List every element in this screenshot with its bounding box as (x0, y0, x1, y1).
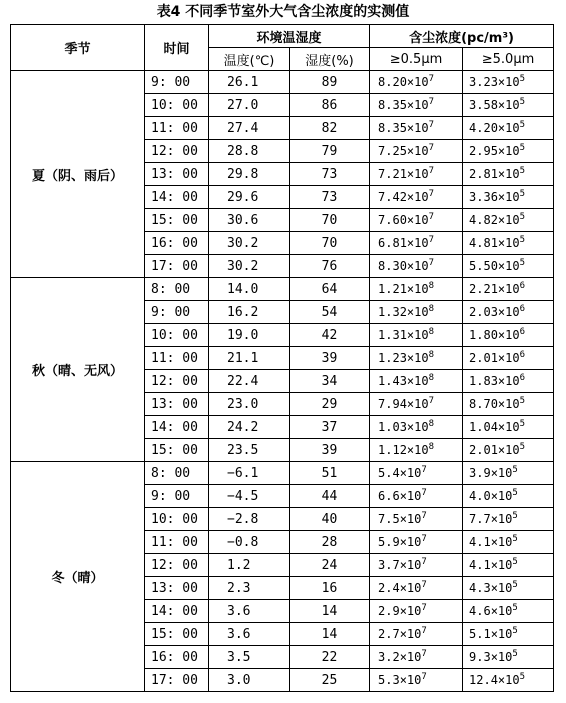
concentration-05um-cell (370, 255, 463, 278)
concentration-50um-cell (463, 577, 554, 600)
humidity-cell: 89 (290, 71, 370, 94)
time-cell: 16: 00 (145, 646, 209, 669)
exponent: 7 (421, 580, 427, 590)
time-cell: 11: 00 (145, 347, 209, 370)
time-cell: 15: 00 (145, 623, 209, 646)
concentration-05um-cell (370, 577, 463, 600)
exponent: 7 (421, 511, 427, 521)
concentration-50um-cell (463, 439, 554, 462)
exponent: 8 (428, 350, 435, 360)
humidity-cell: 34 (290, 370, 370, 393)
temperature-cell: 3.5 (209, 646, 290, 669)
concentration-05um-cell (370, 508, 463, 531)
humidity-cell: 28 (290, 531, 370, 554)
temperature-cell: 22.4 (209, 370, 290, 393)
temperature-cell: −0.8 (209, 531, 290, 554)
concentration-50um-cell (463, 278, 554, 301)
concentration-05um-cell (370, 232, 463, 255)
exponent: 5 (512, 603, 518, 613)
concentration-50um-cell (463, 531, 554, 554)
mantissa: 7.42×10 (378, 190, 429, 204)
concentration-05um-cell (370, 600, 463, 623)
exponent: 5 (512, 511, 518, 521)
mantissa: 7.94×10 (378, 397, 429, 411)
exponent: 8 (428, 419, 435, 429)
mantissa: 1.31×10 (378, 328, 429, 342)
concentration-50um-cell (463, 186, 554, 209)
mantissa: 1.04×10 (469, 420, 520, 434)
mantissa: 7.60×10 (378, 213, 429, 227)
exponent: 7 (421, 626, 427, 636)
temperature-cell: 3.0 (209, 669, 290, 692)
mantissa: 5.9×10 (378, 535, 422, 549)
header-row (11, 25, 554, 48)
humidity-cell: 76 (290, 255, 370, 278)
exponent: 5 (519, 97, 526, 107)
temperature-cell: 26.1 (209, 71, 290, 94)
mantissa: 2.81×10 (469, 167, 520, 181)
temperature-cell: 1.2 (209, 554, 290, 577)
concentration-05um-cell (370, 140, 463, 163)
mantissa: 1.23×10 (378, 351, 429, 365)
season-cell: 秋（晴、无风） (11, 278, 145, 462)
exponent: 7 (421, 649, 427, 659)
humidity-cell: 16 (290, 577, 370, 600)
temperature-cell: 3.6 (209, 623, 290, 646)
concentration-50um-cell (463, 255, 554, 278)
concentration-05um-cell (370, 347, 463, 370)
exponent: 5 (519, 235, 526, 245)
mantissa: 1.03×10 (378, 420, 429, 434)
humidity-cell: 44 (290, 485, 370, 508)
concentration-50um-cell (463, 393, 554, 416)
concentration-05um-cell (370, 71, 463, 94)
mantissa: 4.20×10 (469, 121, 520, 135)
mantissa: 3.36×10 (469, 190, 520, 204)
time-cell: 15: 00 (145, 439, 209, 462)
header-dust: 含尘浓度(pc/m³) (370, 25, 554, 48)
exponent: 7 (428, 166, 435, 176)
mantissa: 4.1×10 (469, 558, 513, 572)
concentration-50um-cell (463, 416, 554, 439)
concentration-05um-cell (370, 485, 463, 508)
time-cell: 13: 00 (145, 393, 209, 416)
header-ge05: ≥0.5μm (370, 48, 463, 71)
concentration-05um-cell (370, 439, 463, 462)
humidity-cell: 22 (290, 646, 370, 669)
time-cell: 9: 00 (145, 485, 209, 508)
mantissa: 8.35×10 (378, 98, 429, 112)
concentration-05um-cell (370, 623, 463, 646)
exponent: 5 (519, 74, 526, 84)
concentration-50um-cell (463, 209, 554, 232)
temperature-cell: 30.2 (209, 232, 290, 255)
time-cell: 12: 00 (145, 554, 209, 577)
exponent: 5 (512, 649, 518, 659)
humidity-cell: 37 (290, 416, 370, 439)
concentration-50um-cell (463, 301, 554, 324)
concentration-05um-cell (370, 646, 463, 669)
exponent: 5 (512, 557, 518, 567)
mantissa: 4.81×10 (469, 236, 520, 250)
humidity-cell: 14 (290, 623, 370, 646)
exponent: 6 (519, 304, 526, 314)
header-ge50: ≥5.0μm (463, 48, 554, 71)
exponent: 8 (428, 373, 435, 383)
exponent: 7 (428, 189, 435, 199)
concentration-50um-cell (463, 324, 554, 347)
mantissa: 7.7×10 (469, 512, 513, 526)
temperature-cell: 14.0 (209, 278, 290, 301)
concentration-50um-cell (463, 163, 554, 186)
time-cell: 8: 00 (145, 462, 209, 485)
header-env: 环境温湿度 (209, 25, 370, 48)
time-cell: 14: 00 (145, 416, 209, 439)
exponent: 5 (512, 534, 518, 544)
concentration-05um-cell (370, 186, 463, 209)
mantissa: 2.03×10 (469, 305, 520, 319)
header-humidity: 湿度(%) (290, 48, 370, 71)
concentration-05um-cell (370, 301, 463, 324)
exponent: 7 (428, 258, 435, 268)
exponent: 5 (519, 189, 526, 199)
season-cell: 夏（阴、雨后） (11, 71, 145, 278)
time-cell: 13: 00 (145, 163, 209, 186)
time-cell: 8: 00 (145, 278, 209, 301)
concentration-05um-cell (370, 94, 463, 117)
exponent: 5 (519, 166, 526, 176)
humidity-cell: 73 (290, 163, 370, 186)
time-cell: 12: 00 (145, 370, 209, 393)
temperature-cell: 16.2 (209, 301, 290, 324)
time-cell: 11: 00 (145, 531, 209, 554)
concentration-05um-cell (370, 278, 463, 301)
concentration-50um-cell (463, 347, 554, 370)
exponent: 6 (519, 327, 526, 337)
time-cell: 12: 00 (145, 140, 209, 163)
humidity-cell: 25 (290, 669, 370, 692)
time-cell: 15: 00 (145, 209, 209, 232)
mantissa: 7.5×10 (378, 512, 422, 526)
exponent: 5 (512, 488, 518, 498)
humidity-cell: 79 (290, 140, 370, 163)
mantissa: 5.4×10 (378, 466, 422, 480)
time-cell: 16: 00 (145, 232, 209, 255)
mantissa: 1.43×10 (378, 374, 429, 388)
humidity-cell: 51 (290, 462, 370, 485)
mantissa: 5.1×10 (469, 627, 513, 641)
table-title: 表4 不同季节室外大气含尘浓度的实测值 (156, 4, 410, 20)
concentration-50um-cell (463, 554, 554, 577)
temperature-cell: 23.5 (209, 439, 290, 462)
exponent: 5 (512, 626, 518, 636)
exponent: 5 (512, 465, 518, 475)
humidity-cell: 64 (290, 278, 370, 301)
humidity-cell: 42 (290, 324, 370, 347)
concentration-50um-cell (463, 485, 554, 508)
exponent: 6 (519, 373, 526, 383)
table-row (11, 462, 554, 485)
concentration-50um-cell (463, 94, 554, 117)
mantissa: 2.21×10 (469, 282, 520, 296)
mantissa: 2.01×10 (469, 351, 520, 365)
temperature-cell: 24.2 (209, 416, 290, 439)
humidity-cell: 39 (290, 347, 370, 370)
exponent: 7 (428, 396, 435, 406)
concentration-05um-cell (370, 554, 463, 577)
mantissa: 8.30×10 (378, 259, 429, 273)
exponent: 8 (428, 327, 435, 337)
mantissa: 12.4×10 (469, 673, 520, 687)
exponent: 7 (428, 120, 435, 130)
mantissa: 4.82×10 (469, 213, 520, 227)
humidity-cell: 70 (290, 232, 370, 255)
temperature-cell: 27.0 (209, 94, 290, 117)
exponent: 7 (428, 235, 435, 245)
concentration-05um-cell (370, 117, 463, 140)
table-body (11, 71, 554, 692)
temperature-cell: 28.8 (209, 140, 290, 163)
temperature-cell: −6.1 (209, 462, 290, 485)
concentration-50um-cell (463, 462, 554, 485)
mantissa: 4.3×10 (469, 581, 513, 595)
mantissa: 1.21×10 (378, 282, 429, 296)
concentration-50um-cell (463, 370, 554, 393)
time-cell: 11: 00 (145, 117, 209, 140)
time-cell: 17: 00 (145, 255, 209, 278)
time-cell: 17: 00 (145, 669, 209, 692)
concentration-50um-cell (463, 646, 554, 669)
dust-concentration-table (10, 24, 554, 692)
mantissa: 9.3×10 (469, 650, 513, 664)
mantissa: 3.2×10 (378, 650, 422, 664)
mantissa: 2.4×10 (378, 581, 422, 595)
exponent: 8 (428, 442, 435, 452)
temperature-cell: 3.6 (209, 600, 290, 623)
concentration-50um-cell (463, 232, 554, 255)
mantissa: 7.25×10 (378, 144, 429, 158)
concentration-05um-cell (370, 209, 463, 232)
time-cell: 10: 00 (145, 508, 209, 531)
exponent: 7 (421, 534, 427, 544)
exponent: 7 (421, 672, 427, 682)
exponent: 5 (519, 442, 526, 452)
exponent: 5 (519, 120, 526, 130)
exponent: 6 (519, 350, 526, 360)
mantissa: 5.3×10 (378, 673, 422, 687)
temperature-cell: 19.0 (209, 324, 290, 347)
concentration-50um-cell (463, 508, 554, 531)
concentration-50um-cell (463, 117, 554, 140)
humidity-cell: 39 (290, 439, 370, 462)
exponent: 5 (519, 396, 526, 406)
exponent: 8 (428, 304, 435, 314)
concentration-50um-cell (463, 623, 554, 646)
concentration-50um-cell (463, 669, 554, 692)
time-cell: 14: 00 (145, 600, 209, 623)
header-season: 季节 (11, 25, 145, 71)
mantissa: 1.12×10 (378, 443, 429, 457)
mantissa: 3.9×10 (469, 466, 513, 480)
mantissa: 2.01×10 (469, 443, 520, 457)
exponent: 7 (421, 557, 427, 567)
humidity-cell: 24 (290, 554, 370, 577)
mantissa: 3.23×10 (469, 75, 520, 89)
concentration-50um-cell (463, 71, 554, 94)
temperature-cell: −2.8 (209, 508, 290, 531)
mantissa: 4.1×10 (469, 535, 513, 549)
mantissa: 7.21×10 (378, 167, 429, 181)
exponent: 7 (428, 97, 435, 107)
concentration-50um-cell (463, 600, 554, 623)
temperature-cell: 29.6 (209, 186, 290, 209)
time-cell: 9: 00 (145, 71, 209, 94)
mantissa: 6.81×10 (378, 236, 429, 250)
temperature-cell: 2.3 (209, 577, 290, 600)
exponent: 7 (421, 603, 427, 613)
mantissa: 2.7×10 (378, 627, 422, 641)
temperature-cell: −4.5 (209, 485, 290, 508)
exponent: 7 (421, 465, 427, 475)
concentration-05um-cell (370, 324, 463, 347)
mantissa: 1.32×10 (378, 305, 429, 319)
concentration-05um-cell (370, 416, 463, 439)
time-cell: 13: 00 (145, 577, 209, 600)
mantissa: 2.9×10 (378, 604, 422, 618)
table-row (11, 71, 554, 94)
time-cell: 14: 00 (145, 186, 209, 209)
exponent: 7 (428, 212, 435, 222)
header-temp: 温度(℃) (209, 48, 290, 71)
concentration-50um-cell (463, 140, 554, 163)
temperature-cell: 21.1 (209, 347, 290, 370)
season-cell: 冬（晴） (11, 462, 145, 692)
exponent: 6 (519, 281, 526, 291)
humidity-cell: 82 (290, 117, 370, 140)
humidity-cell: 14 (290, 600, 370, 623)
mantissa: 8.70×10 (469, 397, 520, 411)
concentration-05um-cell (370, 370, 463, 393)
exponent: 5 (519, 672, 526, 682)
exponent: 8 (428, 281, 435, 291)
mantissa: 6.6×10 (378, 489, 422, 503)
mantissa: 4.0×10 (469, 489, 513, 503)
temperature-cell: 29.8 (209, 163, 290, 186)
time-cell: 10: 00 (145, 94, 209, 117)
mantissa: 8.35×10 (378, 121, 429, 135)
exponent: 5 (519, 212, 526, 222)
exponent: 7 (421, 488, 427, 498)
table-row (11, 278, 554, 301)
exponent: 5 (512, 580, 518, 590)
mantissa: 3.7×10 (378, 558, 422, 572)
time-cell: 9: 00 (145, 301, 209, 324)
humidity-cell: 40 (290, 508, 370, 531)
header-time: 时间 (145, 25, 209, 71)
mantissa: 4.6×10 (469, 604, 513, 618)
exponent: 5 (519, 419, 526, 429)
mantissa: 1.83×10 (469, 374, 520, 388)
temperature-cell: 23.0 (209, 393, 290, 416)
concentration-05um-cell (370, 393, 463, 416)
exponent: 5 (519, 258, 526, 268)
exponent: 7 (428, 74, 435, 84)
concentration-05um-cell (370, 531, 463, 554)
humidity-cell: 54 (290, 301, 370, 324)
humidity-cell: 70 (290, 209, 370, 232)
concentration-05um-cell (370, 163, 463, 186)
exponent: 5 (519, 143, 526, 153)
humidity-cell: 86 (290, 94, 370, 117)
mantissa: 1.80×10 (469, 328, 520, 342)
mantissa: 2.95×10 (469, 144, 520, 158)
temperature-cell: 27.4 (209, 117, 290, 140)
temperature-cell: 30.6 (209, 209, 290, 232)
concentration-05um-cell (370, 462, 463, 485)
concentration-05um-cell (370, 669, 463, 692)
exponent: 7 (428, 143, 435, 153)
time-cell: 10: 00 (145, 324, 209, 347)
humidity-cell: 73 (290, 186, 370, 209)
humidity-cell: 29 (290, 393, 370, 416)
mantissa: 5.50×10 (469, 259, 520, 273)
mantissa: 8.20×10 (378, 75, 429, 89)
mantissa: 3.58×10 (469, 98, 520, 112)
temperature-cell: 30.2 (209, 255, 290, 278)
